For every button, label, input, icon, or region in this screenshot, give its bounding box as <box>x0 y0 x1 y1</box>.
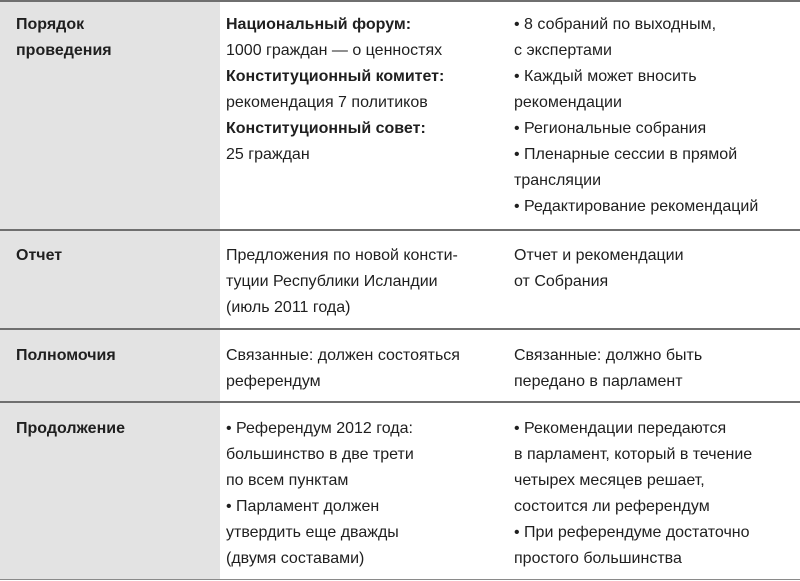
cell-line: • При референдуме достаточно <box>514 524 750 541</box>
row-label-cell <box>0 2 220 229</box>
row-label-report <box>16 243 62 269</box>
row-label-line: Продолжение <box>16 420 125 437</box>
cell-line: • Каждый может вносить <box>514 68 697 85</box>
cell-line: передано в парламент <box>514 373 683 390</box>
row-label-line: проведения <box>16 42 112 59</box>
cell-line: рекомендация 7 политиков <box>226 94 428 111</box>
cell-line: Связанные: должно быть <box>514 347 703 364</box>
row-report-col3 <box>514 243 684 295</box>
cell-line: (двумя составами) <box>226 550 365 567</box>
cell-line: рекомендации <box>514 94 622 111</box>
cell-line: 25 граждан <box>226 146 310 163</box>
row-label-line: Отчет <box>16 247 63 264</box>
row-label-cell <box>0 231 220 328</box>
cell-line: • Пленарные сессии в прямой <box>514 146 738 163</box>
cell-line: 1000 граждан — о ценностях <box>226 42 443 59</box>
cell-line: большинство в две трети <box>226 446 414 463</box>
cell-line: (июль 2011 года) <box>226 299 351 316</box>
row-report-col2 <box>226 243 458 321</box>
row-continuation-col3 <box>514 416 752 572</box>
cell-line: референдум <box>226 373 321 390</box>
row-label-authority <box>16 343 116 369</box>
row-authority-col3 <box>514 343 702 395</box>
cell-line: туции Республики Исландии <box>226 273 438 290</box>
cell-line: трансляции <box>514 172 601 189</box>
row-authority-col2 <box>226 343 460 395</box>
cell-line: Конституционный совет: <box>226 120 426 137</box>
row-label-continuation <box>16 416 125 442</box>
row-procedure-col3 <box>514 12 758 220</box>
row-procedure-col2 <box>226 12 444 168</box>
table-row-authority <box>0 330 800 401</box>
cell-line: утвердить еще дважды <box>226 524 399 541</box>
table-row-continuation <box>0 403 800 579</box>
cell-line: • Рекомендации передаются <box>514 420 727 437</box>
cell-line: Отчет и рекомендации <box>514 247 684 264</box>
cell-line: состоится ли референдум <box>514 498 710 515</box>
row-label-procedure <box>16 12 112 64</box>
cell-line: с экспертами <box>514 42 612 59</box>
cell-line: • Редактирование рекомендаций <box>514 198 759 215</box>
row-label-line: Полномочия <box>16 347 116 364</box>
row-label-cell <box>0 403 220 579</box>
row-label-line: Порядок <box>16 16 85 33</box>
row-label-cell <box>0 330 220 401</box>
cell-line: • Парламент должен <box>226 498 380 515</box>
table-bottom-border <box>0 579 800 580</box>
cell-line: по всем пунктам <box>226 472 349 489</box>
cell-line: Национальный форум: <box>226 16 412 33</box>
cell-line: • Региональные собрания <box>514 120 707 137</box>
cell-line: Конституционный комитет: <box>226 68 445 85</box>
cell-line: • Референдум 2012 года: <box>226 420 413 437</box>
cell-line: в парламент, который в течение <box>514 446 753 463</box>
cell-line: Предложения по новой консти- <box>226 247 458 264</box>
cell-line: от Собрания <box>514 273 609 290</box>
cell-line: простого большинства <box>514 550 682 567</box>
cell-line: четырех месяцев решает, <box>514 472 705 489</box>
row-continuation-col2 <box>226 416 414 572</box>
table-row-report <box>0 231 800 328</box>
cell-line: • 8 собраний по выходным, <box>514 16 717 33</box>
cell-line: Связанные: должен состояться <box>226 347 460 364</box>
table-row-procedure <box>0 2 800 229</box>
